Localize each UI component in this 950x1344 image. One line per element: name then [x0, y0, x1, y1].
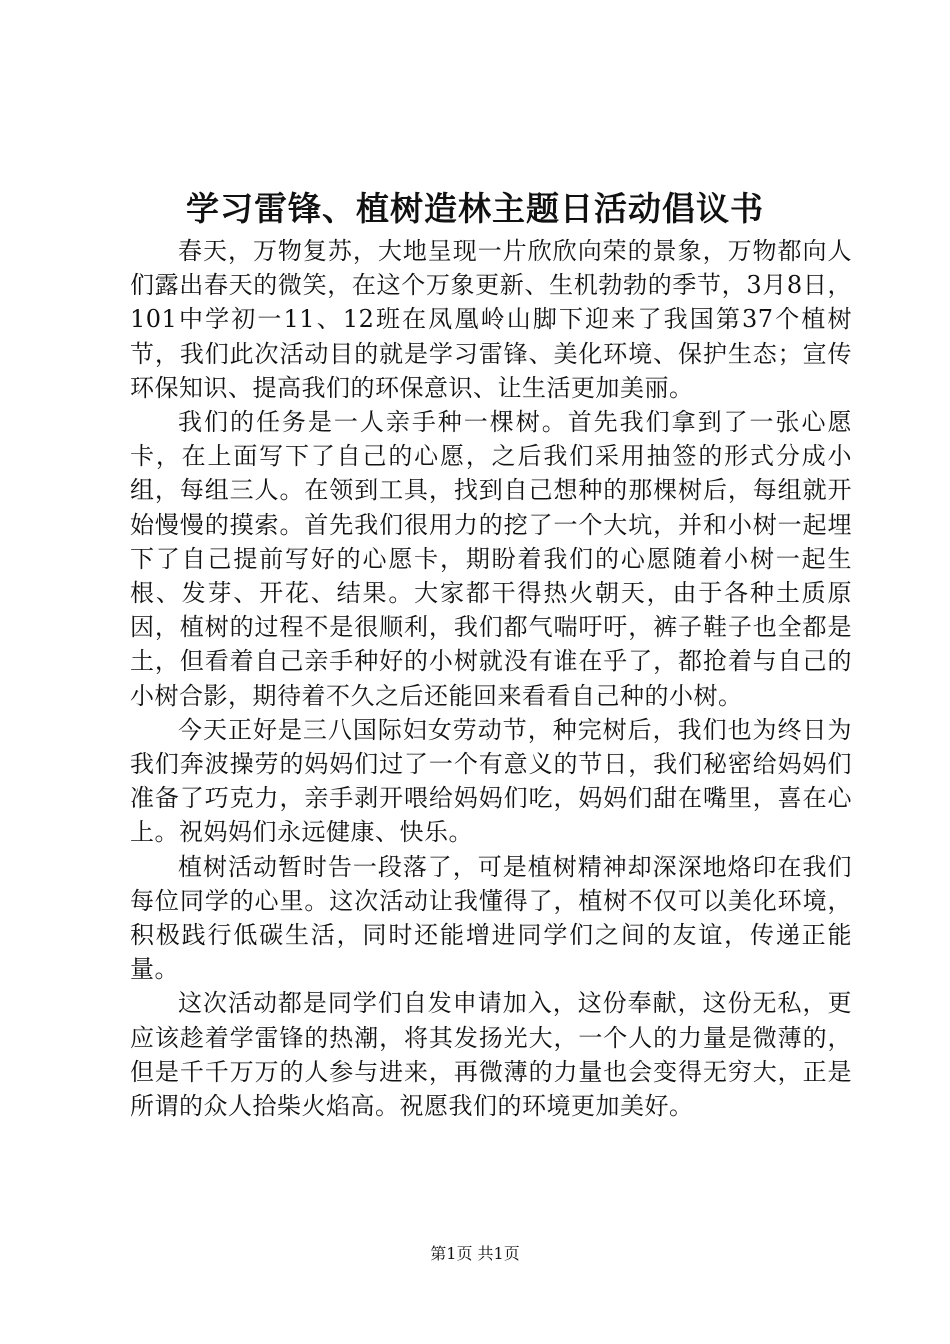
- paragraph-1: 春天，万物复苏，大地呈现一片欣欣向荣的景象，万物都向人们露出春天的微笑，在这个万象更新、生机勃勃的季节，3月8日，101中学初一11、12班在凤凰岭山脚下迎来了我国第37个植树节，我们此次活动目的就是学习雷锋、美化环境、保护生态；宣传环保知识、提高我们的环保意识、让生活更加美丽。: [130, 237, 852, 402]
- document-body: [130, 234, 852, 1123]
- paragraph-3: 今天正好是三八国际妇女劳动节，种完树后，我们也为终日为我们奔波操劳的妈妈们过了一个有意义的节日，我们秘密给妈妈们准备了巧克力，亲手剥开喂给妈妈们吃，妈妈们甜在嘴里，喜在心上。祝妈妈们永远健康、快乐。: [130, 715, 852, 847]
- paragraph-2: 我们的任务是一人亲手种一棵树。首先我们拿到了一张心愿卡，在上面写下了自己的心愿，之后我们采用抽签的形式分成小组，每组三人。在领到工具，找到自己想种的那棵树后，每组就开始慢慢的摸索。首先我们很用力的挖了一个大坑，并和小树一起埋下了自己提前写好的心愿卡，期盼着我们的心愿随着小树一起生根、发芽、开花、结果。大家都干得热火朝天，由于各种土质原因，植树的过程不是很顺利，我们都气喘吁吁，裤子鞋子也全都是土，但看着自己亲手种好的小树就没有谁在乎了，都抢着与自己的小树合影，期待着不久之后还能回来看看自己种的小树。: [130, 408, 852, 710]
- paragraph-4: 植树活动暂时告一段落了，可是植树精神却深深地烙印在我们每位同学的心里。这次活动让我懂得了，植树不仅可以美化环境，积极践行低碳生活，同时还能增进同学们之间的友谊，传递正能量。: [130, 852, 852, 984]
- paragraph-5: 这次活动都是同学们自发申请加入，这份奉献，这份无私，更应该趁着学雷锋的热潮，将其发扬光大，一个人的力量是微薄的，但是千千万万的人参与进来，再微薄的力量也会变得无穷大，正是所谓的众人拾柴火焰高。祝愿我们的环境更加美好。: [130, 989, 852, 1121]
- page-footer: 第1页 共1页: [430, 1244, 520, 1263]
- document-title: 学习雷锋、植树造林主题日活动倡议书: [186, 189, 764, 228]
